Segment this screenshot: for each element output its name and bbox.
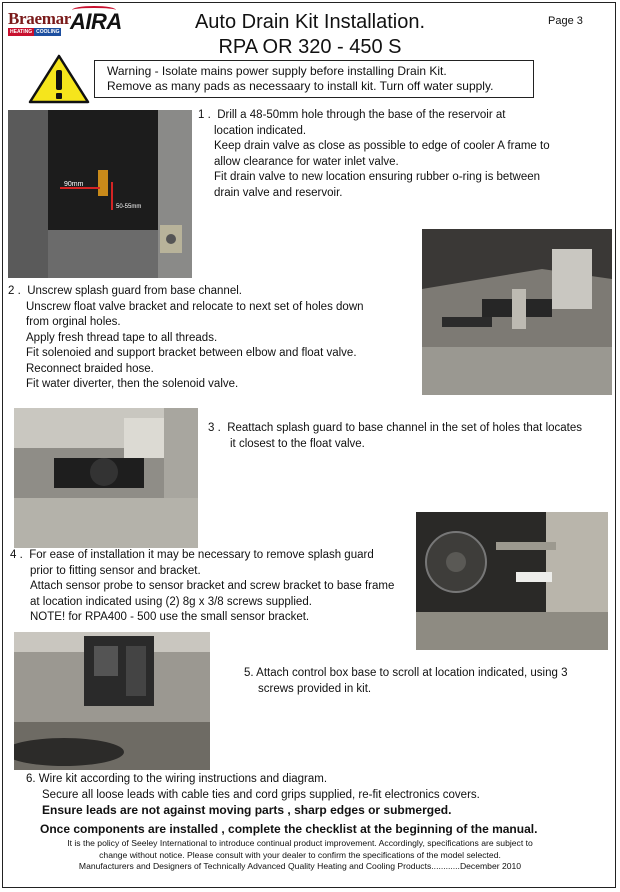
step-2-line-2: Unscrew float valve bracket and relocate to next set of holes down	[26, 300, 364, 313]
step-1-line-3: Keep drain valve as close as possible to edge of cooler A frame to	[214, 140, 550, 152]
braemar-logo-text: Braemar	[8, 9, 72, 28]
step-6-line-4: Once components are installed , complete the checklist at the beginning of the manual.	[40, 821, 538, 836]
aira-logo-text: AIRA	[70, 9, 122, 34]
step-4	[10, 548, 394, 626]
step-1-number: 1 .	[198, 109, 211, 121]
page-title: Auto Drain Kit Installation.	[194, 11, 426, 33]
step-1	[198, 108, 550, 201]
step-3-line-2: it closest to the float valve.	[230, 437, 365, 450]
photo-label-90mm: 90mm	[64, 181, 84, 188]
step-6-number: 6.	[26, 773, 36, 785]
photo-label-50-55mm: 50-55mm	[116, 204, 142, 210]
step-3-number: 3 .	[208, 422, 221, 434]
photo-splash-guard	[14, 408, 198, 548]
step-5	[244, 666, 567, 697]
step-4-number: 4 .	[10, 549, 23, 561]
step-1-line-1: Drill a 48-50mm hole through the base of the reservoir at	[217, 109, 506, 121]
step-4-line-5: NOTE! for RPA400 - 500 use the small sensor bracket.	[30, 611, 310, 623]
page-number: Page 3	[548, 15, 583, 27]
photo-control-box	[14, 632, 210, 770]
step-1-line-2: location indicated.	[214, 124, 307, 137]
braemar-tag-heating: HEATING	[10, 29, 33, 35]
step-4-line-3: Attach sensor probe to sensor bracket and screw bracket to base frame	[30, 580, 395, 592]
step-6-line-2: Secure all loose leads with cable ties and cord grips supplied, re-fit electronics covers.	[42, 788, 480, 801]
step-2-line-6: Reconnect braided hose.	[26, 362, 154, 375]
warning-icon	[28, 54, 90, 104]
warning-box	[94, 60, 534, 98]
step-4-line-1: For ease of installation it may be necessary to remove splash guard	[29, 549, 374, 561]
step-3-line-1: Reattach splash guard to base channel in the set of holes that locates	[227, 422, 583, 434]
step-5-line-2: screws provided in kit.	[258, 682, 372, 695]
step-2-number: 2 .	[8, 285, 21, 297]
step-5-line-1: Attach control box base to scroll at location indicated, using 3	[256, 667, 568, 679]
step-4-line-4: at location indicated using (2) 8g x 3/8 screws supplied.	[30, 595, 312, 608]
step-3	[208, 421, 582, 452]
step-6	[26, 772, 537, 837]
step-2-line-7: Fit water diverter, then the solenoid valve.	[26, 378, 239, 390]
step-1-line-5: Fit drain valve to new location ensuring rubber o-ring is between	[214, 171, 541, 183]
page-subtitle: RPA OR 320 - 450 S	[218, 36, 402, 58]
step-2-line-3: from orginal holes.	[26, 316, 121, 328]
step-2	[8, 284, 364, 393]
photo-sensor-bracket	[416, 512, 608, 650]
step-1-line-4: allow clearance for water inlet valve.	[214, 155, 399, 168]
step-6-line-1: Wire kit according to the wiring instructions and diagram.	[38, 773, 328, 785]
step-2-line-4: Apply fresh thread tape to all threads.	[26, 331, 218, 344]
warning-line-2: Remove as many pads as necessaary to install kit. Turn off water supply.	[107, 79, 494, 93]
footer-line-3: Manufacturers and Designers of Technically Advanced Quality Heating and Cooling Products............December 2010	[78, 861, 522, 871]
warning-line-1: Warning - Isolate mains power supply before installing Drain Kit.	[107, 64, 447, 78]
photo-float-valve	[422, 229, 612, 395]
step-6-line-3: Ensure leads are not against moving parts , sharp edges or submerged.	[42, 803, 452, 817]
footer-line-2: change without notice. Please consult with your dealer to confirm the specifications of the model selected.	[99, 849, 501, 860]
footer-disclaimer	[20, 838, 580, 873]
step-1-line-6: drain valve and reservoir.	[214, 186, 343, 199]
step-2-line-1: Unscrew splash guard from base channel.	[27, 285, 242, 297]
braemar-tag-cooling: COOLING	[36, 29, 60, 35]
footer-line-1: It is the policy of Seeley International to introduce continual product improvement. Accordingly, specifications are subject to	[67, 838, 533, 848]
photo-reservoir-hole	[8, 110, 192, 278]
step-2-line-5: Fit solenoied and support bracket between elbow and float valve.	[26, 347, 357, 359]
step-5-number: 5.	[244, 667, 254, 679]
step-4-line-2: prior to fitting sensor and bracket.	[30, 564, 201, 577]
